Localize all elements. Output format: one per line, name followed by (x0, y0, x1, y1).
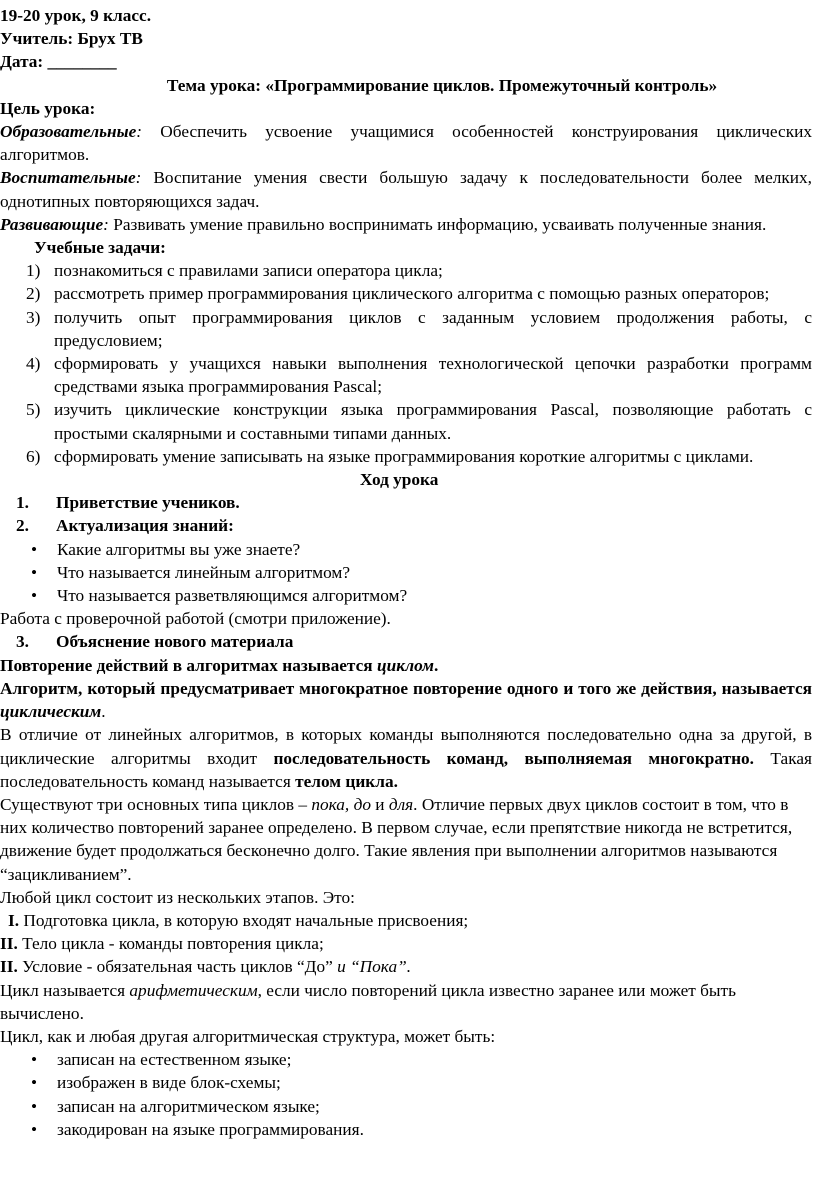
definition-cycle: Повторение действий в алгоритмах называется циклом. (0, 655, 439, 675)
goal-label: Образовательные (0, 122, 137, 142)
list-item: 3) получить опыт программирования циклов с заданным условием продолжения работы, с предусловием; (26, 307, 812, 350)
list-item: • Что называется линейным алгоритмом? (0, 561, 812, 584)
step-knowledge: 2. Актуализация знаний: (16, 516, 234, 536)
list-item: 6) сформировать умение записывать на языке программирования короткие алгоритмы с циклами. (26, 446, 754, 466)
list-item: • закодирован на языке программирования. (0, 1118, 812, 1141)
list-item: 2) рассмотреть пример программирования циклического алгоритма с помощью разных операторов; (26, 284, 770, 304)
goal-label: Развивающие (0, 214, 104, 234)
list-item: • изображен в виде блок-схемы; (0, 1071, 812, 1094)
bullet-icon: • (31, 1119, 38, 1139)
date-label: Дата: (0, 52, 44, 72)
step-greeting: 1. Приветствие учеников. (16, 493, 240, 513)
goal-text: Развивать умение правильно воспринимать информацию, усваивать полученные знания. (108, 214, 767, 234)
stage-2: II. Тело цикла - команды повторения цикла; (0, 934, 324, 954)
paragraph-stages: Любой цикл состоит из нескольких этапов. Это: (0, 887, 355, 907)
forms-list (0, 1048, 812, 1141)
bullet-icon: • (31, 1073, 38, 1093)
teacher-line: Учитель: Брух ТВ (0, 29, 143, 49)
date-value: ________ (47, 52, 117, 72)
goal-text: Обеспечить усвоение учащимися особенностей конструирования циклических алгоритмов. (0, 122, 812, 165)
list-item: • Что называется разветвляющимся алгоритмом? (0, 584, 812, 607)
goal-label: Воспитательные (0, 168, 136, 188)
course-heading: Ход урока (360, 470, 439, 490)
bullet-icon: • (31, 586, 38, 606)
list-item: • Какие алгоритмы вы уже знаете? (0, 538, 812, 561)
paragraph-arithmetic: Цикл называется арифметическим, если число повторений цикла известно заранее или может быть вычислено. (0, 980, 736, 1023)
bullet-icon: • (31, 539, 38, 559)
paragraph-linear: В отличие от линейных алгоритмов, в которых команды выполняются последовательно одна за другой, в циклические алгоритмы входит последовательность команд, выполняемая многократно. Такая последовательность команд называется телом цикла. (0, 725, 812, 791)
check-work-line: Работа с проверочной работой (смотри приложение). (0, 609, 391, 629)
stage-3: II. Условие - обязательная часть циклов “До” и “Пока”. (0, 957, 412, 977)
goal-developing: Развивающие: Развивать умение правильно воспринимать информацию, усваивать полученные знания. (0, 214, 767, 234)
paragraph-types: Существуют три основных типа циклов – пока, до и для. Отличие первых двух циклов состоит в том, что в них количество повторений заранее определено. В первом случае, если препятствие никогда не встретится, движение будет продолжаться бесконечно долго. Такие явления при выполнении алгоритмов называются “зацикливанием”. (0, 794, 793, 884)
paragraph-forms: Цикл, как и любая другая алгоритмическая структура, может быть: (0, 1026, 496, 1046)
step-new-material: 3. Объяснение нового материала (16, 632, 294, 652)
goal-educational: Образовательные: Обеспечить усвоение учащимися особенностей конструирования циклических алгоритмов. (0, 122, 812, 165)
course-steps (0, 491, 812, 537)
lesson-title: Тема урока: «Программирование циклов. Промежуточный контроль» (166, 75, 718, 95)
bullet-icon: • (31, 1096, 38, 1116)
bullet-icon: • (31, 1050, 38, 1070)
definition-cyclic: Алгоритм, который предусматривает многократное повторение одного и того же действия, называется циклическим. (0, 678, 812, 722)
list-item: 5) изучить циклические конструкции языка программирования Pascal, позволяющие работать с простыми скалярными и составными типами данных. (26, 400, 812, 443)
list-item: • записан на алгоритмическом языке; (0, 1095, 812, 1118)
tasks-heading: Учебные задачи: (34, 238, 166, 258)
list-item: 1) познакомиться с правилами записи оператора цикла; (26, 261, 443, 281)
tasks-list (0, 259, 812, 468)
questions-list (0, 538, 812, 608)
goal-upbringing: Воспитательные: Воспитание умения свести большую задачу к последовательности более мелких, однотипных повторяющихся задач. (0, 168, 812, 211)
stage-1: I. Подготовка цикла, в которую входят начальные присвоения; (8, 910, 469, 930)
list-item: 4) сформировать у учащихся навыки выполнения технологической цепочки разработки программ средствами языка программирования Pascal; (26, 354, 812, 397)
lesson-line: 19-20 урок, 9 класс. (0, 6, 152, 25)
goals-heading: Цель урока: (0, 98, 96, 118)
course-steps-2 (0, 630, 812, 653)
list-item: • записан на естественном языке; (0, 1048, 812, 1071)
date-line (0, 50, 812, 73)
goal-text: Воспитание умения свести большую задачу к последовательности более мелких, однотипных повторяющихся задач. (0, 168, 812, 211)
bullet-icon: • (31, 562, 38, 582)
